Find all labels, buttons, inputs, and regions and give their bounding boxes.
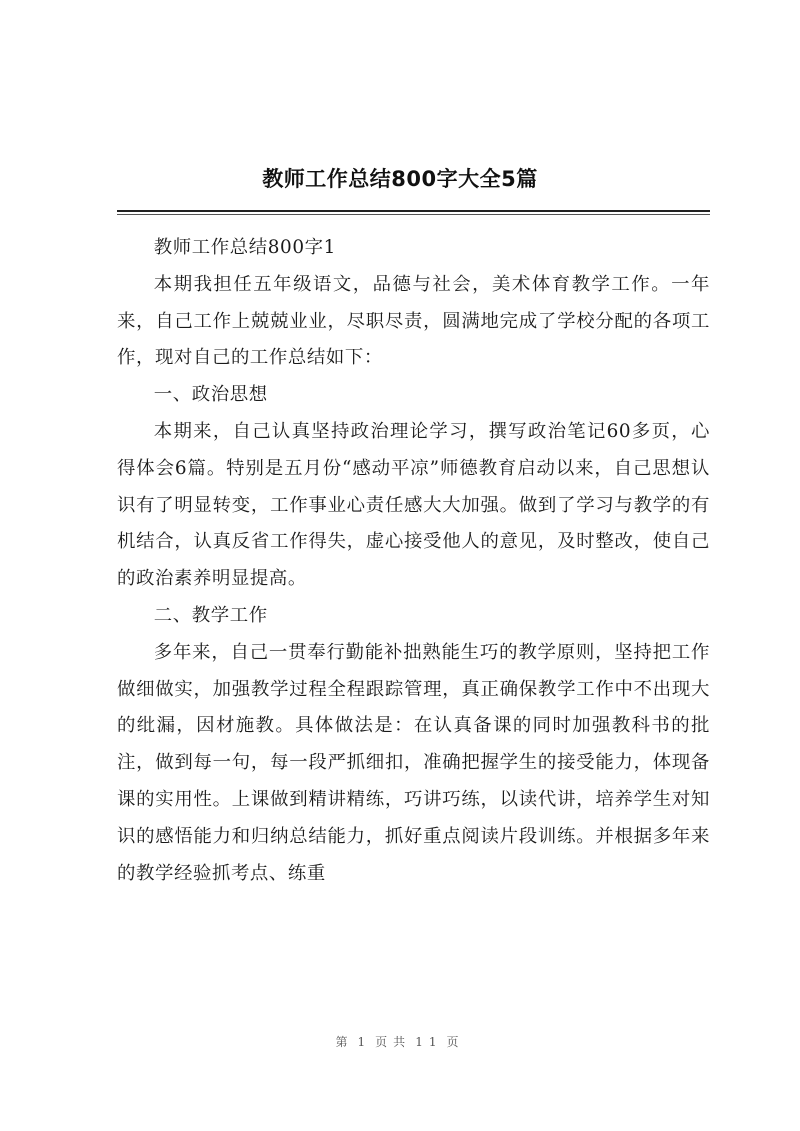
footer-current-page: 1 bbox=[357, 1035, 372, 1049]
document-title: 教师工作总结800字大全5篇 bbox=[262, 167, 538, 191]
footer-suffix: 页 bbox=[446, 1035, 465, 1049]
footer-mid: 页共 bbox=[375, 1035, 412, 1049]
footer-prefix: 第 bbox=[335, 1035, 354, 1049]
body-paragraph: 多年来，自己一贯奉行勤能补拙熟能生巧的教学原则，坚持把工作做细做实，加强教学过程全程跟踪管理，真正确保教学工作中不出现大的纰漏，因材施教。具体做法是：在认真备课的同时加强教科书的批注，做到每一句，每一段严抓细扣，准确把握学生的接受能力，体现备课的实用性。上课做到精讲精练，巧讲巧练，以读代讲，培养学生对知识的感悟能力和归纳总结能力，抓好重点阅读片段训练。并根据多年来的教学经验抓考点、练重 bbox=[117, 641, 710, 884]
title-divider-thick bbox=[117, 210, 710, 212]
section-heading: 二、教学工作 bbox=[153, 604, 268, 626]
title-divider-thin bbox=[117, 214, 710, 215]
page-footer bbox=[0, 1033, 800, 1050]
body-paragraph: 本期我担任五年级语文，品德与社会，美术体育教学工作。一年来，自己工作上兢兢业业，尽职尽责，圆满地完成了学校分配的各项工作，现对自己的工作总结如下： bbox=[117, 273, 710, 369]
document-body bbox=[117, 230, 710, 892]
section-heading: 教师工作总结800字1 bbox=[153, 237, 336, 258]
section-heading: 一、政治思想 bbox=[153, 384, 268, 406]
footer-total-pages: 11 bbox=[415, 1035, 443, 1049]
body-paragraph: 本期来，自己认真坚持政治理论学习，撰写政治笔记60多页，心得体会6篇。特别是五月份“感动平凉”师德教育启动以来，自己思想认识有了明显转变，工作事业心责任感大大加强。做到了学习与教学的有机结合，认真反省工作得失，虚心接受他人的意见，及时整改，使自己的政治素养明显提高。 bbox=[117, 420, 710, 590]
